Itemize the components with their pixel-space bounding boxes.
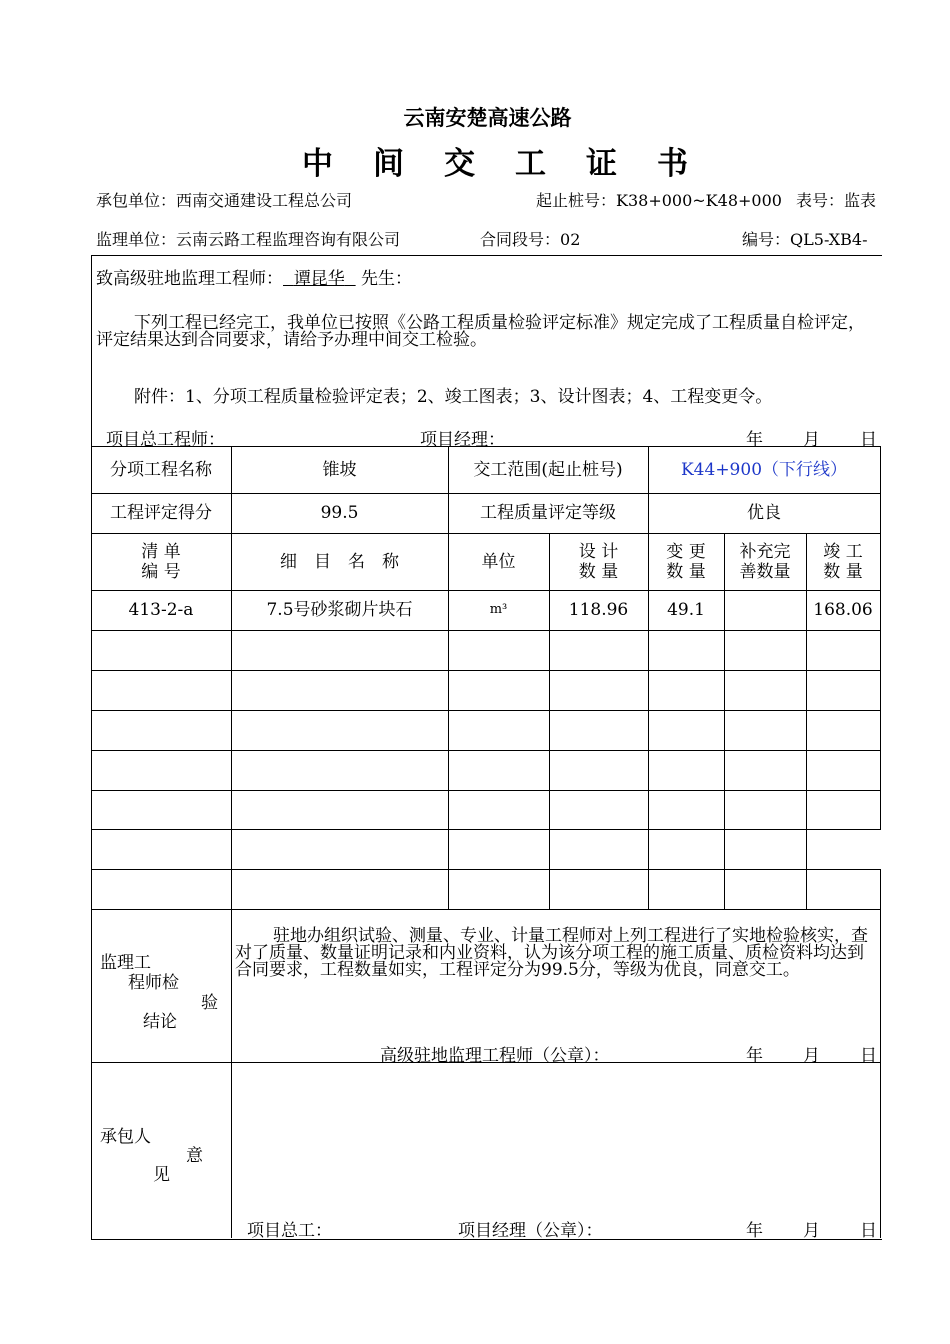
col-header-change-qty: 变 更 数 量 [666, 541, 706, 582]
contractor-opinion-label-2: 意 [186, 1146, 203, 1166]
contractor-value: 西南交通建设工程总公司 [176, 191, 353, 210]
serial-line [742, 227, 882, 250]
form-value: 监表 [844, 191, 877, 210]
contractor-opinion-label-1: 承包人 [100, 1127, 151, 1147]
addressee-prefix: 致高级驻地监理工程师： [96, 269, 283, 289]
table-cell: 49.1 [667, 600, 705, 620]
inspection-month: 月 [803, 1046, 820, 1066]
certificate-title: 中间交工证书 [302, 146, 728, 182]
col-header-supplement-qty: 补充完 善数量 [739, 541, 791, 582]
supervisor-value: 云南云路工程监理咨询有限公司 [176, 230, 401, 249]
table-cell [724, 590, 806, 630]
right-border [880, 869, 881, 1238]
contractor-year: 年 [746, 1221, 763, 1241]
contract-label: 合同段号： [480, 230, 561, 249]
letter-body: 下列工程已经完工，我单位已按照《公路工程质量检验评定标准》规定完成了工程质量自检评定，评定结果达到合同要求，请给予办理中间交工检验。 [96, 313, 865, 350]
contractor-manager-label: 项目经理（公章）： [458, 1221, 603, 1241]
divider [91, 869, 881, 870]
contractor-chief-label: 项目总工： [247, 1221, 332, 1241]
addressee-name: 谭昆华 [293, 269, 345, 289]
stake-line [536, 188, 782, 211]
item-name-value: 锥坡 [322, 459, 357, 480]
table-cell: m³ [489, 602, 508, 617]
range-label: 交工范围(起止桩号) [473, 459, 623, 480]
contractor-day: 日 [860, 1221, 877, 1241]
letter-year: 年 [746, 430, 763, 450]
contract-line [480, 227, 580, 250]
contract-value: 02 [560, 230, 581, 249]
manager-label: 项目经理： [420, 430, 505, 450]
table-cell: 118.96 [568, 600, 629, 620]
col-header-bill-no: 清 单 编 号 [141, 541, 181, 582]
contractor-opinion-label-3: 见 [153, 1165, 170, 1185]
item-name-label: 分项工程名称 [110, 459, 212, 480]
score-value: 99.5 [320, 503, 359, 523]
contractor-month: 月 [803, 1221, 820, 1241]
score-label: 工程评定得分 [110, 503, 212, 523]
right-border [880, 446, 881, 829]
supervisor-label: 监理单位： [96, 230, 177, 249]
inspection-label-3: 验 [201, 993, 218, 1013]
col-header-unit: 单位 [481, 551, 516, 572]
col-header-completed-qty: 竣 工 数 量 [823, 541, 863, 582]
inspection-signer: 高级驻地监理工程师（公章）： [380, 1046, 610, 1066]
serial-label: 编号： [742, 230, 791, 249]
addressee-line [96, 264, 412, 289]
inspection-text: 驻地办组织试验、测量、专业、计量工程师对上列工程进行了实地检验核实，查对了质量、数量证明记录和内业资料，认为该分项工程的施工质量、质检资料均达到合同要求，工程数量如实，工程评定分为99.5分，等级为优良，同意交工。 [235, 926, 868, 980]
grade-label: 工程质量评定等级 [480, 503, 616, 523]
table-cell: 413-2-a [128, 600, 194, 620]
divider [91, 630, 881, 631]
document-title: 云南安楚高速公路 [403, 106, 572, 130]
divider [91, 750, 881, 751]
form-no-line [796, 188, 880, 211]
contractor-line [96, 188, 352, 211]
table-cell: 7.5号砂浆砌片块石 [266, 600, 413, 620]
divider [91, 829, 881, 830]
stake-label: 起止桩号： [536, 191, 617, 210]
table-cell: 168.06 [813, 600, 873, 620]
addressee-suffix: 先生： [361, 269, 413, 289]
divider [91, 710, 881, 711]
inspection-label-1: 监理工 [100, 953, 151, 973]
inspection-label-4: 结论 [143, 1012, 177, 1032]
form-label: 表号： [796, 191, 845, 210]
divider [91, 670, 881, 671]
col-header-design-qty: 设 计 数 量 [578, 541, 619, 582]
col-header-item-name: 细 目 名 称 [280, 551, 399, 572]
letter-month: 月 [803, 430, 820, 450]
inspection-year: 年 [746, 1046, 763, 1066]
grade-value: 优良 [747, 503, 781, 523]
divider [91, 790, 881, 791]
supervisor-line [96, 227, 400, 250]
divider [91, 909, 881, 910]
inspection-label-2: 程师检 [128, 973, 179, 993]
letter-day: 日 [860, 430, 877, 450]
attachments: 附件：1、分项工程质量检验评定表；2、竣工图表；3、设计图表；4、工程变更令。 [134, 387, 773, 407]
serial-value: QL5-XB4- [790, 230, 868, 249]
range-value: K44+900（下行线） [680, 459, 848, 480]
chief-engineer-label: 项目总工程师： [106, 430, 225, 450]
stake-value: K38+000~K48+000 [616, 191, 782, 210]
contractor-label: 承包单位： [96, 191, 177, 210]
inspection-day: 日 [860, 1046, 877, 1066]
